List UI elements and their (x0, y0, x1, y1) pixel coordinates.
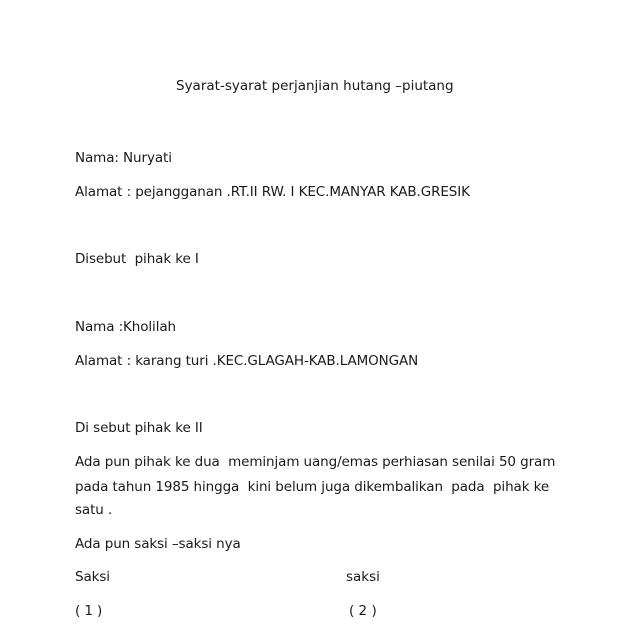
party1-name: Nama: Nuryati (75, 150, 172, 166)
witness-intro: Ada pun saksi –saksi nya (75, 536, 241, 552)
party1-address: Alamat : pejangganan .RT.II RW. I KEC.MANYAR KAB.GRESIK (75, 184, 470, 200)
witness-left-number: ( 1 ) (75, 603, 103, 619)
document-title: Syarat-syarat perjanjian hutang –piutang (176, 78, 454, 94)
party1-designation: Disebut pihak ke I (75, 251, 199, 267)
witness-right-number: ( 2 ) (349, 603, 377, 619)
witness-left-label: Saksi (75, 569, 110, 585)
body-line-3: satu . (75, 502, 113, 518)
party2-address: Alamat : karang turi .KEC.GLAGAH-KAB.LAMONGAN (75, 353, 419, 369)
witness-right-label: saksi (346, 569, 380, 585)
party2-designation: Di sebut pihak ke II (75, 420, 203, 436)
party2-name: Nama :Kholilah (75, 319, 176, 335)
body-line-1: Ada pun pihak ke dua meminjam uang/emas perhiasan senilai 50 gram (75, 454, 556, 470)
body-line-2: pada tahun 1985 hingga kini belum juga dikembalikan pada pihak ke (75, 479, 550, 495)
